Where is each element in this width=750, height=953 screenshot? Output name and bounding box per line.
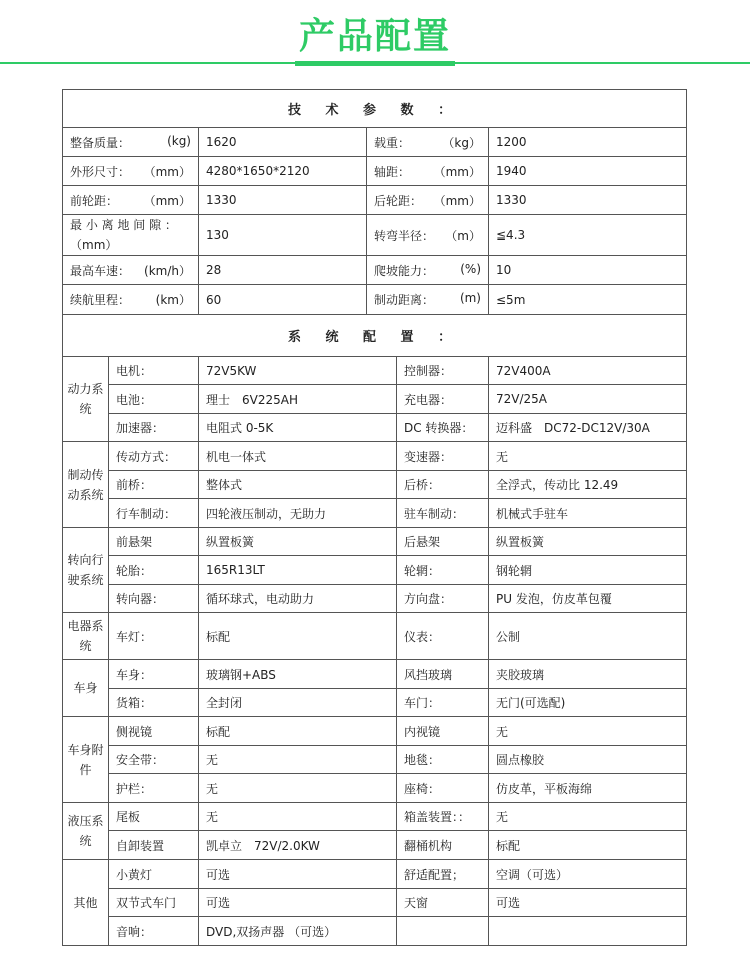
config-item-value: 玻璃钢+ABS	[199, 660, 397, 689]
config-group-name: 制动传动系统	[63, 442, 109, 528]
config-item-label: 货箱：	[109, 689, 199, 717]
config-item-label-right: 地毯：	[397, 746, 489, 774]
config-item-value-right: 72V/25A	[489, 385, 687, 414]
config-group-name: 车身	[63, 660, 109, 717]
tech-label-left	[63, 256, 199, 285]
config-item-label-right: 控制器：	[397, 357, 489, 385]
config-item-value-right	[489, 917, 687, 946]
tech-label-left-unit: (km/h）	[144, 263, 191, 278]
tech-label-right-text: 爬坡能力：	[374, 263, 435, 278]
tech-label-right-text: 轴距：	[374, 164, 411, 179]
tech-value-right: ≤5m	[489, 285, 687, 315]
page-header	[0, 0, 750, 70]
config-item-value-right: 空调（可选）	[489, 860, 687, 889]
tech-value-right: 1940	[489, 157, 687, 186]
tech-label-right-text: 载重：	[374, 135, 411, 150]
config-item-label: 轮胎：	[109, 556, 199, 585]
config-item-label: 车灯：	[109, 613, 199, 660]
tech-label-right	[367, 128, 489, 157]
tech-label-right-unit: （kg）	[442, 135, 481, 150]
config-item-value: 凯卓立 72V/2.0KW	[199, 831, 397, 860]
tech-label-right-unit: (%)	[460, 261, 481, 276]
tech-label-left-unit: (kg)	[167, 133, 191, 148]
config-item-label-right: 舒适配置；	[397, 860, 489, 889]
config-item-label: 尾板	[109, 803, 199, 831]
config-row	[63, 499, 687, 528]
tech-value-left: 130	[199, 215, 367, 256]
tech-label-right-text: 转弯半径：	[374, 228, 435, 243]
tech-label-left	[63, 285, 199, 315]
tech-label-left-unit: (km）	[155, 293, 191, 307]
tech-label-left	[63, 128, 199, 157]
config-item-value: 标配	[199, 613, 397, 660]
tech-row	[63, 215, 687, 256]
tech-value-left: 28	[199, 256, 367, 285]
tech-label-left-unit: （mm）	[143, 164, 191, 179]
config-row	[63, 385, 687, 414]
config-item-value-right: 公制	[489, 613, 687, 660]
tech-value-left: 1620	[199, 128, 367, 157]
config-item-value-right: 标配	[489, 831, 687, 860]
tech-value-right: 1200	[489, 128, 687, 157]
config-item-label-right: 座椅：	[397, 774, 489, 803]
config-item-value-right: 无	[489, 803, 687, 831]
config-item-value-right: PU 发泡，仿皮革包覆	[489, 585, 687, 613]
tech-label-left-unit: （mm）	[143, 193, 191, 208]
config-row	[63, 660, 687, 689]
config-item-value: 无	[199, 803, 397, 831]
tech-label-right-text: 后轮距：	[374, 193, 423, 208]
config-item-value: DVD,双扬声器 （可选）	[199, 917, 397, 946]
config-item-label-right: 轮辋：	[397, 556, 489, 585]
config-row	[63, 471, 687, 499]
config-item-value: 标配	[199, 717, 397, 746]
config-item-label: 前悬架	[109, 528, 199, 556]
tech-label-right	[367, 285, 489, 315]
config-row	[63, 689, 687, 717]
config-item-label-right: 方向盘：	[397, 585, 489, 613]
tech-label-left-text: 前轮距：	[70, 193, 119, 208]
tech-label-left-text: 续航里程：	[70, 293, 131, 307]
config-item-value: 无	[199, 746, 397, 774]
tech-value-left: 60	[199, 285, 367, 315]
config-item-value: 无	[199, 774, 397, 803]
config-item-value: 可选	[199, 889, 397, 917]
config-item-label-right: 后桥：	[397, 471, 489, 499]
config-item-label: 电池：	[109, 385, 199, 414]
config-item-value-right: 可选	[489, 889, 687, 917]
tech-value-right: 1330	[489, 186, 687, 215]
config-item-label: 转向器：	[109, 585, 199, 613]
tech-value-right: 10	[489, 256, 687, 285]
tech-row	[63, 128, 687, 157]
config-item-value-right: 72V400A	[489, 357, 687, 385]
config-item-label-right: 翻桶机构	[397, 831, 489, 860]
config-row	[63, 803, 687, 831]
config-item-label: 前桥：	[109, 471, 199, 499]
tech-label-left	[63, 157, 199, 186]
config-section-title: 系 统 配 置 ：	[63, 315, 687, 357]
config-item-label-right: 车门：	[397, 689, 489, 717]
tech-label-right-unit: (m)	[459, 291, 481, 305]
title-underline	[295, 61, 455, 66]
tech-section-header	[63, 90, 687, 128]
spec-table	[62, 89, 687, 946]
config-item-label-right: 仪表：	[397, 613, 489, 660]
config-item-label-right: 充电器：	[397, 385, 489, 414]
config-group-name: 转向行驶系统	[63, 528, 109, 613]
tech-label-right	[367, 186, 489, 215]
tech-value-left: 1330	[199, 186, 367, 215]
config-item-value-right: 迈科盛 DC72-DC12V/30A	[489, 414, 687, 442]
config-item-value: 整体式	[199, 471, 397, 499]
config-item-label: 安全带：	[109, 746, 199, 774]
config-item-label-right	[397, 917, 489, 946]
tech-value-right: ≦4.3	[489, 215, 687, 256]
config-item-value-right: 全浮式，传动比 12.49	[489, 471, 687, 499]
config-row	[63, 442, 687, 471]
config-row	[63, 528, 687, 556]
config-item-value-right: 纵置板簧	[489, 528, 687, 556]
config-item-label-right: 驻车制动：	[397, 499, 489, 528]
config-item-value-right: 无门(可选配)	[489, 689, 687, 717]
page-title: 产品配置	[298, 16, 451, 57]
tech-label-right-unit: （mm）	[433, 164, 481, 179]
config-item-label: 电机：	[109, 357, 199, 385]
config-item-label: 双节式车门	[109, 889, 199, 917]
config-item-label: 护栏：	[109, 774, 199, 803]
config-item-value-right: 夹胶玻璃	[489, 660, 687, 689]
config-row	[63, 585, 687, 613]
config-item-value: 机电一体式	[199, 442, 397, 471]
tech-value-left: 4280*1650*2120	[199, 157, 367, 186]
tech-row	[63, 256, 687, 285]
config-item-label: 小黄灯	[109, 860, 199, 889]
config-row	[63, 414, 687, 442]
tech-label-left-text: 最高车速：	[70, 263, 131, 278]
config-item-label: 自卸装置	[109, 831, 199, 860]
config-item-value-right: 仿皮革，平板海绵	[489, 774, 687, 803]
config-item-value-right: 机械式手驻车	[489, 499, 687, 528]
config-item-value-right: 无	[489, 442, 687, 471]
config-item-value: 循环球式，电动助力	[199, 585, 397, 613]
config-item-label: 传动方式：	[109, 442, 199, 471]
tech-section-title: 技 术 参 数 ：	[63, 90, 687, 128]
config-item-label-right: 变速器：	[397, 442, 489, 471]
config-item-label: 车身：	[109, 660, 199, 689]
tech-label-left	[63, 186, 199, 215]
tech-label-right-unit: （m）	[445, 228, 481, 243]
config-item-label: 行车制动：	[109, 499, 199, 528]
config-row	[63, 717, 687, 746]
config-item-value-right: 钢轮辋	[489, 556, 687, 585]
tech-label-left: 最 小 离 地 间 隙 ：（mm）	[63, 215, 199, 256]
tech-label-right	[367, 157, 489, 186]
config-item-value: 电阻式 0-5K	[199, 414, 397, 442]
config-row	[63, 889, 687, 917]
config-row	[63, 613, 687, 660]
tech-label-right	[367, 256, 489, 285]
config-row	[63, 831, 687, 860]
config-item-label-right: 内视镜	[397, 717, 489, 746]
config-group-name: 车身附件	[63, 717, 109, 803]
tech-label-left-text: 外形尺寸：	[70, 164, 131, 179]
tech-label-left-text: 整备质量：	[70, 135, 131, 150]
config-item-label: 侧视镜	[109, 717, 199, 746]
config-row	[63, 860, 687, 889]
config-item-label: 音响：	[109, 917, 199, 946]
config-group-name: 液压系统	[63, 803, 109, 860]
config-group-name: 电器系统	[63, 613, 109, 660]
config-section-header	[63, 315, 687, 357]
config-item-value: 四轮液压制动，无助力	[199, 499, 397, 528]
config-item-label-right: 天窗	[397, 889, 489, 917]
config-item-value: 72V5KW	[199, 357, 397, 385]
config-group-name: 其他	[63, 860, 109, 946]
tech-row	[63, 186, 687, 215]
config-item-label-right: 箱盖装置：：	[397, 803, 489, 831]
config-item-value-right: 圆点橡胶	[489, 746, 687, 774]
config-row	[63, 357, 687, 385]
config-row	[63, 774, 687, 803]
config-group-name: 动力系统	[63, 357, 109, 442]
tech-label-right	[367, 215, 489, 256]
config-item-value: 可选	[199, 860, 397, 889]
tech-label-right-unit: （mm）	[433, 193, 481, 208]
config-item-value: 全封闭	[199, 689, 397, 717]
config-item-label-right: DC 转换器：	[397, 414, 489, 442]
tech-row	[63, 285, 687, 315]
tech-label-right-text: 制动距离：	[374, 293, 435, 307]
config-row	[63, 917, 687, 946]
config-item-value: 纵置板簧	[199, 528, 397, 556]
config-row	[63, 556, 687, 585]
config-item-label-right: 风挡玻璃	[397, 660, 489, 689]
config-item-label-right: 后悬架	[397, 528, 489, 556]
config-item-value-right: 无	[489, 717, 687, 746]
config-item-value: 165R13LT	[199, 556, 397, 585]
config-item-value: 理士 6V225AH	[199, 385, 397, 414]
tech-row	[63, 157, 687, 186]
config-row	[63, 746, 687, 774]
config-item-label: 加速器：	[109, 414, 199, 442]
